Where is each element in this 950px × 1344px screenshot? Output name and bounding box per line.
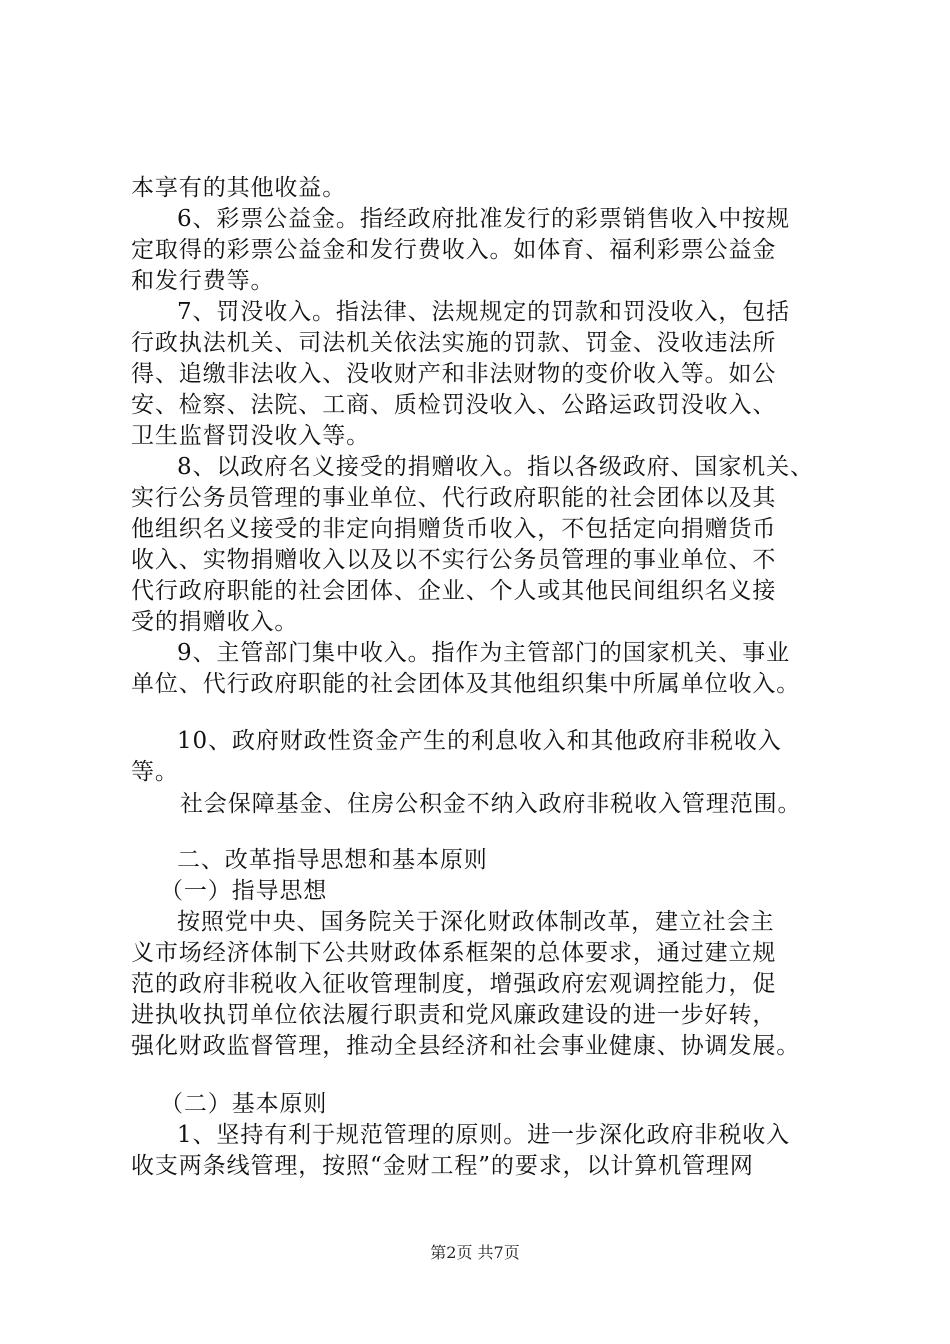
page-number-footer: 第2页 共7页	[430, 1243, 520, 1262]
text-line: 9、主管部门集中收入。指作为主管部门的国家机关、事业	[177, 640, 791, 666]
text-line: 实行公务员管理的事业单位、代行政府职能的社会团体以及其	[131, 485, 777, 511]
text-line: 定取得的彩票公益金和发行费收入。如体育、福利彩票公益金	[131, 237, 777, 263]
text-line: 收支两条线管理，按照“金财工程”的要求，以计算机管理网	[131, 1153, 754, 1179]
text-line: 义市场经济体制下公共财政体系框架的总体要求，通过建立规	[131, 940, 777, 966]
text-line: 7、罚没收入。指法律、法规规定的罚款和罚没收入，包括	[177, 299, 791, 325]
text-line: 行政执法机关、司法机关依法实施的罚款、罚金、没收违法所	[131, 330, 777, 356]
text-line: 受的捐赠收入。	[131, 609, 299, 635]
text-line: 得、追缴非法收入、没收财产和非法财物的变价收入等。如公	[131, 361, 777, 387]
text-line: 单位、代行政府职能的社会团体及其他组织集中所属单位收入。	[131, 671, 801, 697]
text-line: 代行政府职能的社会团体、企业、个人或其他民间组织名义接	[131, 578, 777, 604]
section-heading: 二、改革指导思想和基本原则	[177, 847, 488, 873]
text-line: 和发行费等。	[131, 268, 275, 294]
text-line: 进执收执罚单位依法履行职责和党风廉政建设的进一步好转，	[131, 1002, 777, 1028]
text-line: 按照党中央、国务院关于深化财政体制改革，建立社会主	[177, 909, 775, 935]
text-line: 等。	[131, 759, 179, 785]
text-line: 安、检察、法院、工商、质检罚没收入、公路运政罚没收入、	[131, 392, 777, 418]
text-line: 8、以政府名义接受的捐赠收入。指以各级政府、国家机关、	[177, 454, 814, 480]
text-line: 社会保障基金、住房公积金不纳入政府非税收入管理范围。	[180, 791, 802, 817]
text-line: 卫生监督罚没收入等。	[131, 423, 370, 449]
text-line: 1、坚持有利于规范管理的原则。进一步深化政府非税收入	[177, 1122, 791, 1148]
text-line: 范的政府非税收入征收管理制度，增强政府宏观调控能力，促	[131, 971, 777, 997]
text-line: 强化财政监督管理，推动全县经济和社会事业健康、协调发展。	[131, 1033, 801, 1059]
text-line: 他组织名义接受的非定向捐赠货币收入，不包括定向捐赠货币	[131, 516, 777, 542]
text-line: 本享有的其他收益。	[131, 175, 347, 201]
subsection-heading: （一）指导思想	[160, 878, 328, 904]
subsection-heading: （二）基本原则	[160, 1091, 328, 1117]
text-line: 6、彩票公益金。指经政府批准发行的彩票销售收入中按规	[177, 206, 791, 232]
text-line: 收入、实物捐赠收入以及以不实行公务员管理的事业单位、不	[131, 547, 777, 573]
text-line: 10、政府财政性资金产生的利息收入和其他政府非税收入	[177, 728, 782, 754]
